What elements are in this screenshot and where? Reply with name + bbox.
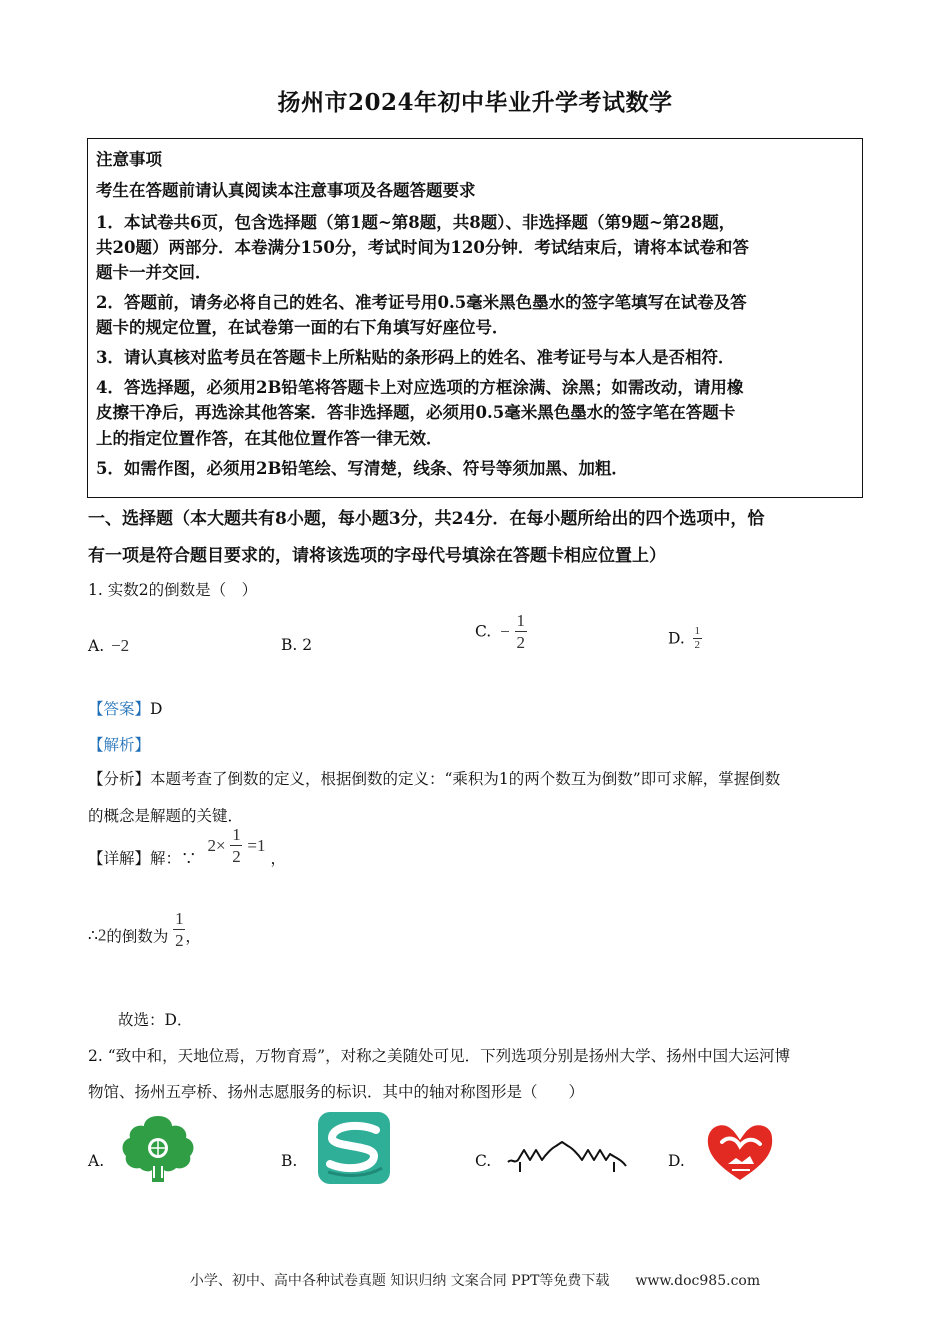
fraction-numerator: 1: [232, 825, 241, 844]
q2-label-a: A.: [88, 1152, 105, 1170]
q1-stem: 1. 实数2的倒数是（ ）: [88, 581, 258, 599]
section-heading-line1: 一、选择题（本大题共有8小题，每小题3分，共24分．在每小题所给出的四个选项中，恰: [88, 509, 765, 529]
option-c-sign: −: [500, 621, 510, 641]
detail-prefix: 【详解】解：∵: [88, 849, 197, 868]
notice-line: 题卡的规定位置，在试卷第一面的右下角填写好座位号．: [96, 318, 509, 337]
fraction-denominator: 2: [175, 931, 184, 950]
notice-line: 1．本试卷共6页，包含选择题（第1题~第8题，共8题）、非选择题（第9题~第28题，: [96, 213, 736, 232]
option-c-label: C.: [475, 622, 492, 641]
section-heading-line2: 有一项是符合题目要求的，请将该选项的字母代号填涂在答题卡相应位置上）: [88, 546, 666, 566]
page-footer: [0, 1270, 950, 1290]
q1-option-b: B. 2: [281, 636, 313, 654]
q2-label-d: D.: [668, 1152, 685, 1170]
notice-line: 3．请认真核对监考员在答题卡上所粘贴的条形码上的姓名、准考证号与本人是否相符．: [96, 348, 735, 367]
therefore-text: 的倒数为: [106, 927, 169, 946]
fraction-denominator: 2: [694, 639, 700, 651]
q1-detail: [88, 825, 286, 877]
page-title: 扬州市2024年初中毕业升学考试数学: [277, 89, 673, 116]
option-a-value: −2: [111, 636, 130, 655]
answer-value: D: [150, 700, 163, 718]
q1-option-d: [668, 626, 702, 651]
detail-math-left: 2×: [207, 835, 226, 855]
notice-line: 5．如需作图，必须用2B铅笔绘、写清楚，线条、符号等须加黑、加粗．: [96, 459, 628, 478]
q1-option-a: [88, 636, 129, 656]
fraction-bar: [515, 631, 527, 632]
fraction-bar: [173, 929, 185, 930]
answer-tag: 【答案】: [88, 700, 151, 718]
fraction-denominator: 2: [516, 633, 525, 652]
q1-option-c: [475, 612, 527, 651]
grand-canal-museum-logo: [318, 1112, 390, 1184]
q1-choose: 故选：D．: [118, 1011, 193, 1029]
q1-analysis-line2: 的概念是解题的关键．: [88, 807, 244, 825]
fraction-numerator: 1: [516, 611, 525, 630]
fraction-denominator: 2: [232, 847, 241, 866]
q1-therefore: [88, 909, 201, 955]
detail-fraction: [230, 826, 242, 865]
option-c-fraction: [515, 612, 527, 651]
notice-subheading: 考生在答题前请认真阅读本注意事项及各题答题要求: [96, 181, 476, 200]
notice-line: 4．答选择题，必须用2B铅笔将答题卡上对应选项的方框涂满、涂黑；如需改动，请用橡: [96, 378, 744, 397]
five-pavilion-bridge-logo: [506, 1138, 628, 1178]
therefore-symbol: ∴: [88, 926, 98, 945]
option-d-fraction: [693, 626, 702, 651]
notice-line: 上的指定位置作答，在其他位置作答一律无效．: [96, 429, 443, 448]
notice-line: 题卡一并交回．: [96, 263, 212, 282]
therefore-fraction: [173, 910, 185, 949]
notice-heading: 注意事项: [96, 150, 162, 169]
notice-box: [87, 138, 863, 498]
therefore-suffix: ，: [185, 927, 201, 946]
q2-line2: 物馆、扬州五亭桥、扬州志愿服务的标识．其中的轴对称图形是（ ）: [88, 1083, 585, 1101]
fraction-bar: [230, 845, 242, 846]
option-d-label: D.: [668, 629, 685, 648]
volunteer-service-logo: [702, 1116, 778, 1184]
therefore-two: 2: [97, 925, 107, 945]
detail-math-right: =1: [247, 835, 266, 855]
option-a-label: A.: [88, 637, 105, 655]
notice-line: 皮擦干净后，再选涂其他答案．答非选择题，必须用0.5毫米黑色墨水的签字笔在答题卡: [96, 403, 736, 422]
detail-suffix: ，: [270, 849, 286, 868]
q2-line1: 2. “致中和，天地位焉，万物育焉”，对称之美随处可见．下列选项分别是扬州大学、扬州中国大运河博: [88, 1047, 791, 1065]
footer-text: 小学、初中、高中各种试卷真题 知识归纳 文案合同 PPT等免费下载: [189, 1273, 610, 1289]
q1-answer: [88, 697, 162, 719]
q2-label-b: B.: [281, 1152, 298, 1170]
notice-line: 2．答题前，请务必将自己的姓名、准考证号用0.5毫米黑色墨水的签字笔填写在试卷及答: [96, 293, 747, 312]
fraction-numerator: 1: [175, 909, 184, 928]
footer-url[interactable]: www.doc985.com: [635, 1273, 761, 1289]
q1-analysis-tag: 【解析】: [88, 736, 151, 754]
fraction-numerator: 1: [694, 625, 700, 637]
q2-label-c: C.: [475, 1152, 492, 1170]
yangzhou-university-logo: [118, 1112, 198, 1186]
q1-analysis-line1: 【分析】本题考查了倒数的定义，根据倒数的定义：“乘积为1的两个数互为倒数”即可求解，掌握倒数: [88, 770, 781, 788]
notice-line: 共20题）两部分．本卷满分150分，考试时间为120分钟．考试结束后，请将本试卷和答: [96, 238, 749, 257]
